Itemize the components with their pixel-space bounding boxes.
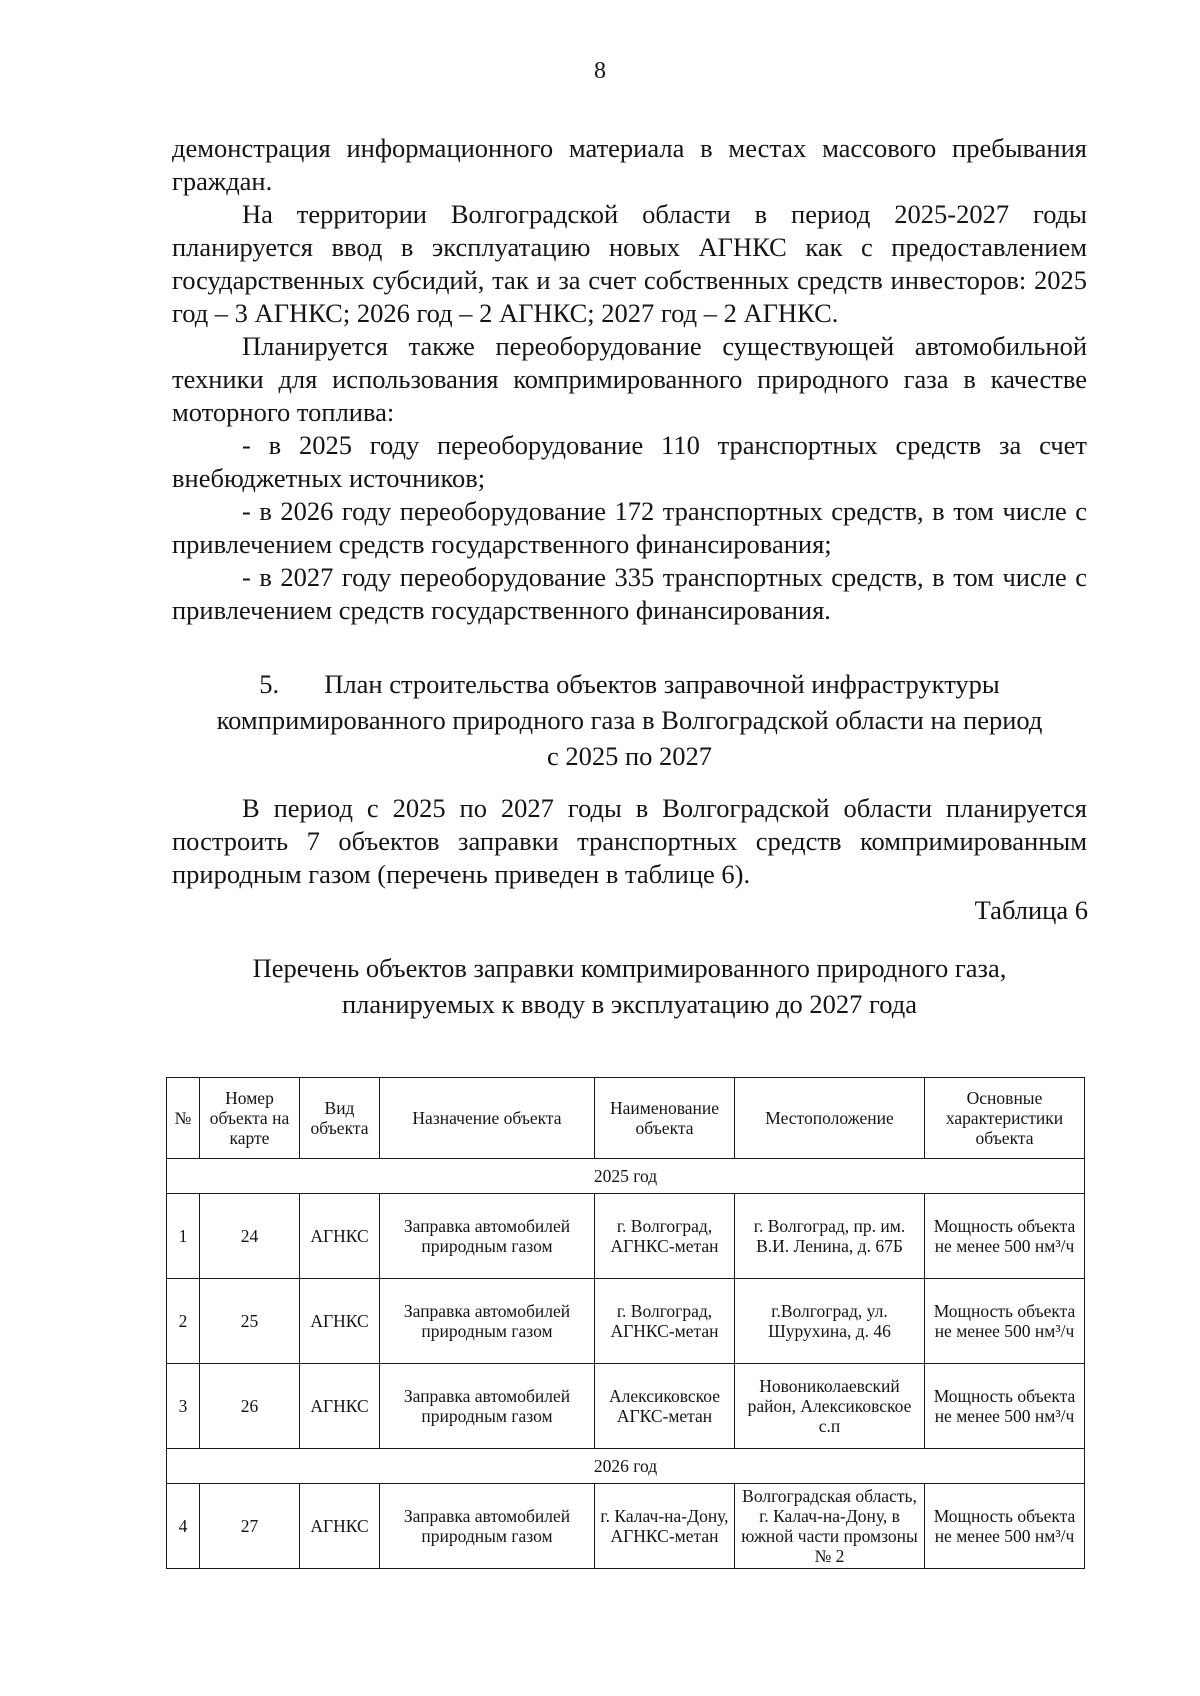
characteristics-cell: Мощность объекта не менее 500 нм³/ч bbox=[925, 1364, 1085, 1449]
location-cell: г. Волгоград, пр. им. В.И. Ленина, д. 67Б bbox=[735, 1194, 925, 1279]
type-cell: АГНКС bbox=[300, 1364, 380, 1449]
header-characteristics: Основные характеристики объекта bbox=[925, 1078, 1085, 1159]
table-title bbox=[172, 950, 1087, 1022]
intro-paragraph: На территории Волгоградской области в период 2025-2027 годы планируется ввод в эксплуатацию новых АГНКС как с предоставлением государственных субсидий, так и за счет собственных средств инвесторов: 2025 год – 3 АГНКС; 2026 год – 2 АГНКС; 2027 год – 2 АГНКС. bbox=[172, 199, 1087, 328]
purpose-cell: Заправка автомобилей природным газом bbox=[380, 1194, 595, 1279]
section-title-line1: План строительства объектов заправочной инфраструктуры bbox=[324, 669, 1000, 699]
characteristics-cell: Мощность объекта не менее 500 нм³/ч bbox=[925, 1484, 1085, 1569]
intro-paragraph: - в 2026 году переоборудование 172 транспортных средств, в том числе с привлечением средств государственного финансирования; bbox=[172, 496, 1087, 559]
header-purpose: Назначение объекта bbox=[380, 1078, 595, 1159]
intro-text bbox=[172, 132, 1087, 627]
name-cell: г. Волгоград, АГНКС-метан bbox=[595, 1279, 735, 1364]
section-paragraph: В период с 2025 по 2027 годы в Волгоградской области планируется построить 7 объектов заправки транспортных средств компримированным природным газом (перечень приведен в таблице 6). bbox=[172, 793, 1087, 889]
map-number-cell: 25 bbox=[200, 1279, 300, 1364]
type-cell: АГНКС bbox=[300, 1194, 380, 1279]
row-number-cell: 4 bbox=[167, 1484, 200, 1569]
page-number: 8 bbox=[594, 58, 606, 84]
section-number: 5. bbox=[259, 669, 280, 699]
year-row bbox=[167, 1159, 1085, 1194]
name-cell: г. Калач-на-Дону, АГНКС-метан bbox=[595, 1484, 735, 1569]
section-paragraph-block bbox=[172, 792, 1087, 891]
header-type: Вид объекта bbox=[300, 1078, 380, 1159]
name-cell: Алексиковское АГКС-метан bbox=[595, 1364, 735, 1449]
header-map-number: Номер объекта на карте bbox=[200, 1078, 300, 1159]
map-number-cell: 27 bbox=[200, 1484, 300, 1569]
table-title-line1: Перечень объектов заправки компримированного природного газа, bbox=[252, 953, 1007, 983]
location-cell: Волгоградская область, г. Калач-на-Дону, в южной части промзоны № 2 bbox=[735, 1484, 925, 1569]
intro-paragraph: демонстрация информационного материала в местах массового пребывания граждан. bbox=[172, 133, 1087, 196]
table-row bbox=[167, 1194, 1085, 1279]
table-title-line2: планируемых к вводу в эксплуатацию до 2027 года bbox=[342, 989, 917, 1019]
type-cell: АГНКС bbox=[300, 1484, 380, 1569]
header-location: Местоположение bbox=[735, 1078, 925, 1159]
row-number-cell: 3 bbox=[167, 1364, 200, 1449]
map-number-cell: 26 bbox=[200, 1364, 300, 1449]
characteristics-cell: Мощность объекта не менее 500 нм³/ч bbox=[925, 1279, 1085, 1364]
row-number-cell: 1 bbox=[167, 1194, 200, 1279]
purpose-cell: Заправка автомобилей природным газом bbox=[380, 1484, 595, 1569]
row-number-cell: 2 bbox=[167, 1279, 200, 1364]
year-cell: 2025 год bbox=[167, 1159, 1085, 1194]
year-cell: 2026 год bbox=[167, 1449, 1085, 1484]
intro-paragraph: - в 2027 году переоборудование 335 транспортных средств, в том числе с привлечением средств государственного финансирования. bbox=[172, 562, 1087, 625]
type-cell: АГНКС bbox=[300, 1279, 380, 1364]
table-caption: Таблица 6 bbox=[974, 895, 1088, 925]
year-row bbox=[167, 1449, 1085, 1484]
location-cell: г.Волгоград, ул. Шурухина, д. 46 bbox=[735, 1279, 925, 1364]
table-row bbox=[167, 1279, 1085, 1364]
name-cell: г. Волгоград, АГНКС-метан bbox=[595, 1194, 735, 1279]
table-body bbox=[167, 1159, 1085, 1569]
header-name: Наименование объекта bbox=[595, 1078, 735, 1159]
table-header-row bbox=[167, 1078, 1085, 1159]
section-title-line2: компримированного природного газа в Волгоградской области на период bbox=[216, 705, 1043, 735]
header-no: № bbox=[167, 1078, 200, 1159]
characteristics-cell: Мощность объекта не менее 500 нм³/ч bbox=[925, 1194, 1085, 1279]
section-heading bbox=[172, 666, 1087, 774]
location-cell: Новониколаевский район, Алексиковское с.п bbox=[735, 1364, 925, 1449]
map-number-cell: 24 bbox=[200, 1194, 300, 1279]
intro-paragraph: - в 2025 году переоборудование 110 транспортных средств за счет внебюджетных источников; bbox=[172, 430, 1087, 493]
purpose-cell: Заправка автомобилей природным газом bbox=[380, 1279, 595, 1364]
facilities-table bbox=[166, 1077, 1085, 1569]
purpose-cell: Заправка автомобилей природным газом bbox=[380, 1364, 595, 1449]
intro-paragraph: Планируется также переоборудование существующей автомобильной техники для использования компримированного природного газа в качестве моторного топлива: bbox=[172, 331, 1087, 427]
table-row bbox=[167, 1364, 1085, 1449]
table-row bbox=[167, 1484, 1085, 1569]
section-title-line3: с 2025 по 2027 bbox=[546, 741, 713, 771]
